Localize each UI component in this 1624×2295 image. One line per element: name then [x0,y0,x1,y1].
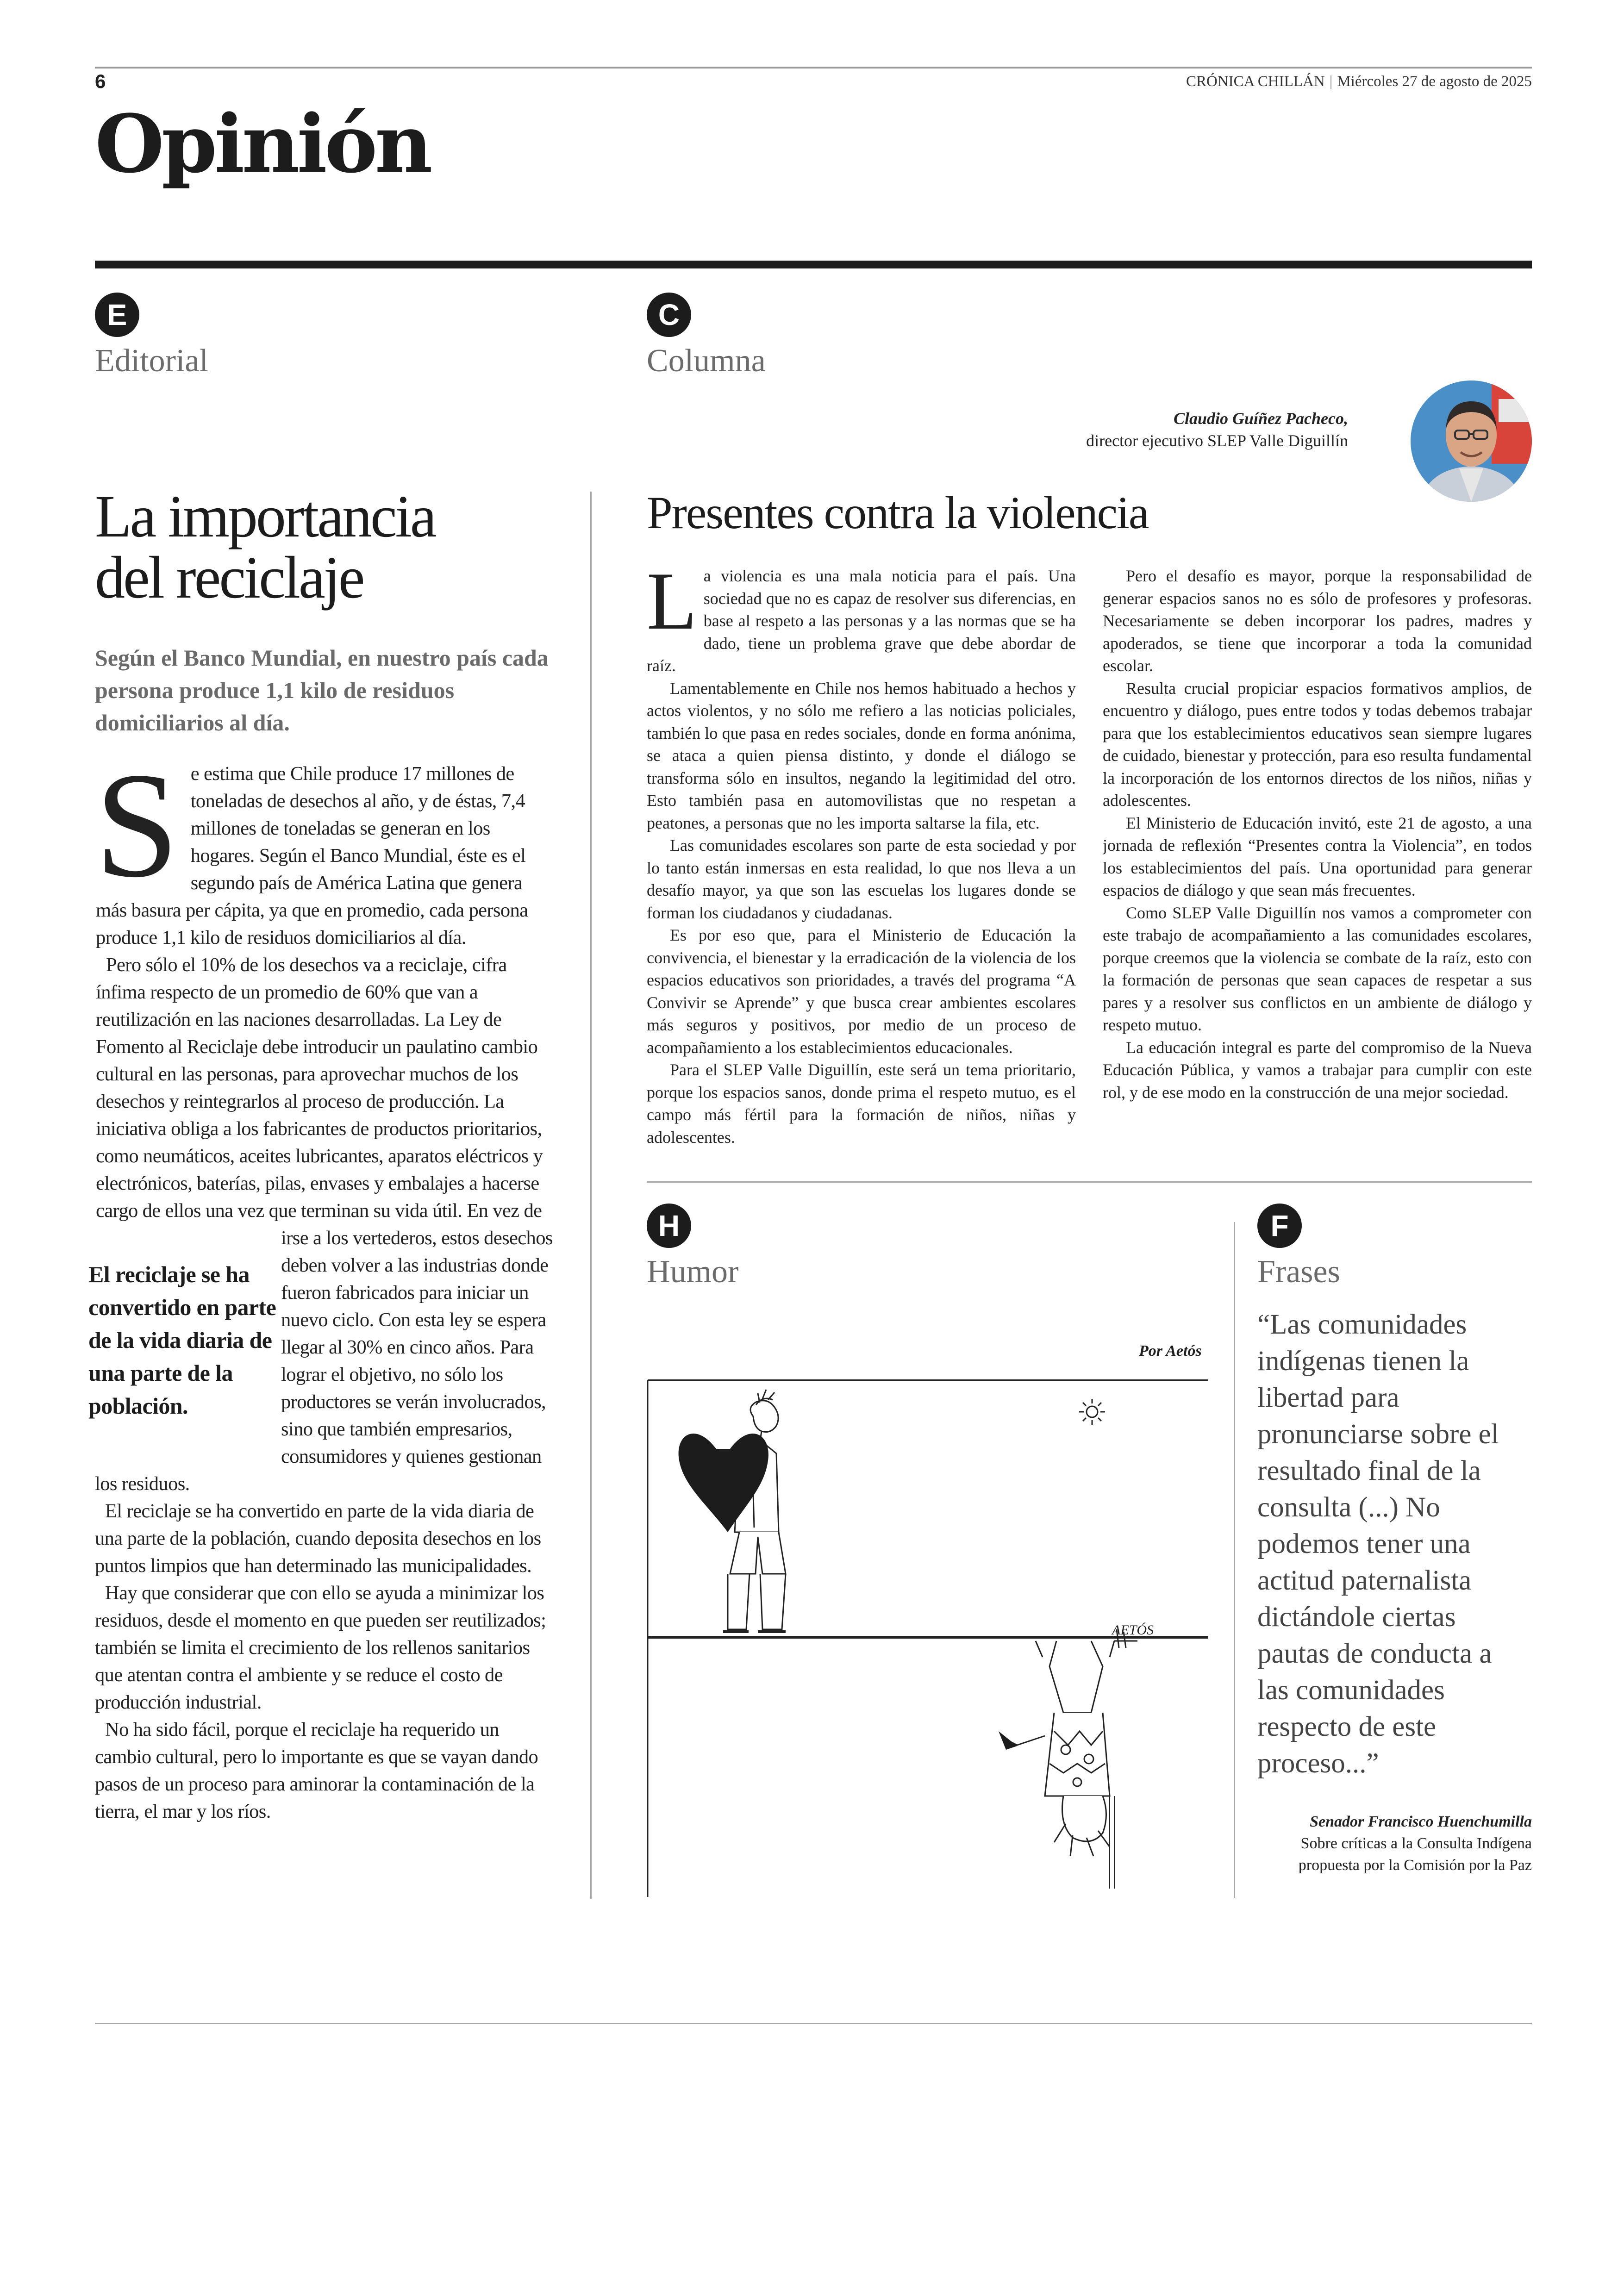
author-name: Claudio Guíñez Pacheco, [1173,409,1348,428]
frases-label: Frases [1257,1254,1340,1290]
author-portrait-icon [1411,380,1532,502]
columna-badge: C [647,293,691,337]
frases-context: Sobre críticas a la Consulta Indígena propuesta por la Comisión por la Paz [1298,1835,1532,1874]
humor-frases-divider [1234,1222,1235,1898]
section-title: Opinión [95,97,430,191]
columna-paragraph-7: Resulta crucial propiciar espacios formativos amplios, de encuentro y diálogo, pues entre todos y todas debemos trabajar para que los establecimientos educativos sean siempre lugares de cuidado, bienestar y protección, para eso resulta fundamental la incorporación de los entornos directos de los niños, niñas y adolescentes. [1103,679,1532,810]
columna-bottom-rule [647,1181,1532,1183]
author-avatar [1411,380,1532,502]
columna-label: Columna [647,343,766,379]
columna-paragraph-2: Lamentablemente en Chile nos hemos habituado a hechos y actos violentos, y no sólo me refiero a las noticias policiales, también lo que pasa en redes sociales, donde en forma anónima, se ataca a quien piensa distinto, y donde el diálogo se transforma sólo en insultos, negando la legitimidad del otro. Esto también pasa en automovilistas que no respetan a peatones, a personas que no les importa saltarse la fila, etc. [647,679,1076,832]
columna-body-right [1103,565,1532,1166]
publication-name: CRÓNICA CHILLÁN [1186,73,1325,90]
frases-badge: F [1257,1204,1302,1248]
editorial-body [88,741,557,1903]
columna-paragraph-5: Para el SLEP Valle Diguillín, este será un tema prioritario, porque los espacios sanos, donde prima el respeto mutuo, es el campo más fértil para la formación de niños, niñas y adolescentes. [647,1060,1076,1147]
editorial-column-divider [590,492,592,1899]
publication-date: Miércoles 27 de agosto de 2025 [1337,73,1532,90]
editorial-paragraph-1: e estima que Chile produce 17 millones de toneladas de desechos al año, y de éstas, 7,4 millones de toneladas se generan en los hogares. Según el Banco Mundial, éste es el segundo país de América Latina que genera más basura per cápita, ya que en promedio, cada persona produce 1,1 kilo de residuos domiciliarios al día. [96,763,528,948]
editorial-paragraph-4: Hay que considerar que con ello se ayuda a minimizar los residuos, desde el momento en que pueden ser reutilizados; también se limita el crecimiento de los rellenos sanitarios que atentan contra el ambiente y se reduce el costo de producción industrial. [95,1582,546,1713]
columna-body-left [647,565,1076,1166]
editorial-lead: Según el Banco Mundial, en nuestro país cada persona produce 1,1 kilo de residuos domiciliarios al día. [95,645,549,736]
frases-author: Senador Francisco Huenchumilla [1310,1813,1532,1830]
top-rule [95,67,1532,69]
author-role: director ejecutivo SLEP Valle Diguillín [1086,431,1348,450]
masthead-separator: | [1329,73,1333,90]
humor-badge: H [647,1204,691,1248]
editorial-paragraph-5: No ha sido fácil, porque el reciclaje ha requerido un cambio cultural, pero lo importante es que se vayan dando pasos de un proceso para aminorar la contaminación de la tierra, el mar y los ríos. [95,1719,538,1822]
columna-paragraph-9: Como SLEP Valle Diguillín nos vamos a comprometer con este trabajo de acompañamiento a las comunidades escolares, porque creemos que la violencia se combate de la raíz, esto con la formación de personas que sean capaces de respetar a sus pares y a resolver sus conflictos en un ambiente de diálogo y respeto mutuo. [1103,903,1532,1034]
editorial-headline [95,483,435,611]
columna-dropcap: L [647,565,697,647]
page-number: 6 [95,70,106,92]
cartoon-signature: AETÓS [1112,1622,1154,1638]
humor-cartoon [647,1379,1209,1898]
columna-paragraph-4: Es por eso que, para el Ministerio de Educación la convivencia, el bienestar y la erradicación de la violencia de los espacios educativos son prioridades, a través del programa “A Convivir se Aprende” y que busca crear ambientes escolares más seguros y positivos, por medio de un proceso de acompañamiento a los establecimientos educacionales. [647,926,1076,1057]
editorial-paragraph-3: El reciclaje se ha convertido en parte de la vida diaria de una parte de la población, cuando deposita desechos en los puntos limpios que han determinado las municipalidades. [95,1500,541,1577]
columna-paragraph-3: Las comunidades escolares son parte de esta sociedad y por lo tanto están inmersas en esta realidad, lo que nos lleva a un desafío mayor, ya que son las escuelas los lugares donde se forman los ciudadanos y ciudadanas. [647,836,1076,922]
editorial-label: Editorial [95,343,208,379]
section-rule [95,261,1532,268]
frases-attribution [1273,1811,1532,1876]
bottom-rule [95,2023,1532,2024]
columna-paragraph-1: a violencia es una mala noticia para el país. Una sociedad que no es capaz de resolver sus diferencias, en base al respeto a las personas y a las normas que se ha dado, tiene un problema grave que debe abordar de raíz. [647,567,1076,675]
editorial-pullquote: El reciclaje se ha convertido en parte de la vida diaria de una parte de la población. [88,1261,276,1419]
editorial-headline-line1: La importancia [95,483,435,550]
editorial-badge: E [95,293,139,337]
humor-credit: Por Aetós [1139,1342,1202,1360]
editorial-dropcap: S [95,741,179,909]
cartoon-illustration-icon [647,1379,1209,1898]
columna-headline: Presentes contra la violencia [647,487,1149,538]
editorial-paragraph-2: Pero sólo el 10% de los desechos va a reciclaje, cifra ínfima respecto de un promedio de 60% que van a reutilización en las naciones desarrolladas. La Ley de Fomento al Reciclaje debe introducir un paulatino cambio cultural en las personas, para aprovechar muchos de los desechos y reintegrarlos al proceso de producción. La iniciativa obliga a los fabricantes de productos prioritarios, como neumáticos, aceites lubricantes, aparatos eléctricos y electrónicos, baterías, pilas, envases y embalajes a hacerse cargo de ellos una vez que terminan su vida útil. En vez de irse a los vertederos, estos desechos deben volver a las industrias donde fueron fabricados para iniciar un nuevo ciclo. Con esta ley se espera llegar al 30% en cinco años. Para lograr el objetivo, no sólo los productores se verán involucrados, sino que también empresarios, consumidores y quienes gestionan los residuos. [95,954,553,1495]
humor-label: Humor [647,1254,739,1290]
columna-paragraph-10: La educación integral es parte del compromiso de la Nueva Educación Pública, y vamos a trabajar para cumplir con este rol, y de ese modo en la construcción de una mejor sociedad. [1103,1038,1532,1102]
columna-byline [931,407,1348,452]
frases-quote: “Las comunidades indígenas tienen la libertad para pronunciarse sobre el resultado final de la consulta (...) No podemos tener una actitud paternalista dictándole ciertas pautas de conducta a las comunidades respecto de este proceso...” [1257,1309,1499,1779]
columna-paragraph-6: Pero el desafío es mayor, porque la responsabilidad de generar espacios sanos no es sólo de profesores y profesoras. Necesariamente se deben incorporar los padres, madres y apoderados, se tiene que incorporar a toda la comunidad escolar. [1103,567,1532,675]
masthead [1186,73,1532,90]
columna-paragraph-8: El Ministerio de Educación invitó, este 21 de agosto, a una jornada de reflexión “Presentes contra la Violencia”, en todos los establecimientos del país. Una oportunidad para generar espacios de diálogo y que sean más frecuentes. [1103,813,1532,899]
editorial-headline-line2: del reciclaje [95,544,363,611]
